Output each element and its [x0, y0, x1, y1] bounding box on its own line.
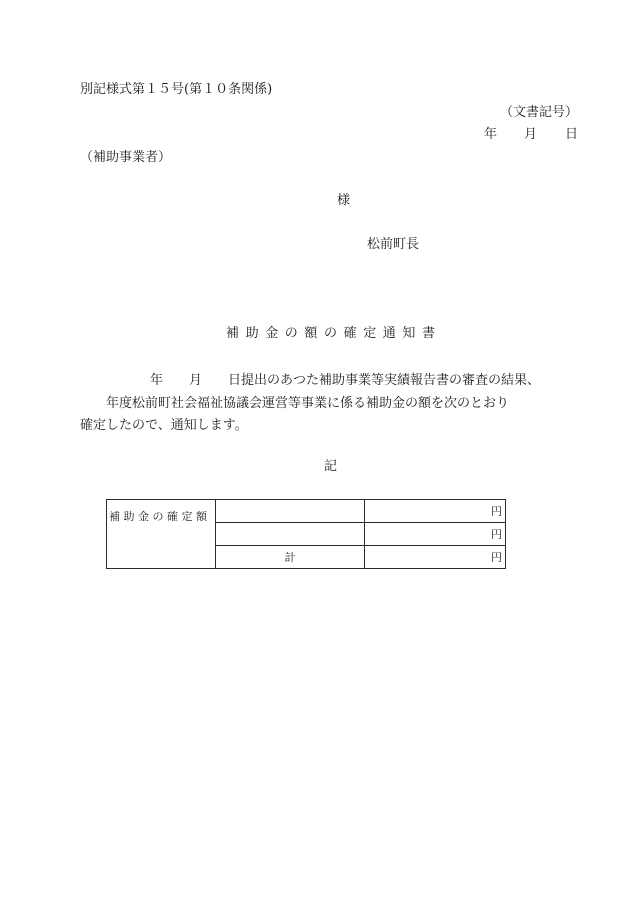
body-line-1: 年 月 日提出のあつた補助事業等実績報告書の審査の結果、 — [150, 373, 541, 388]
amount-label: 補助金の確定額 — [107, 500, 216, 569]
document-reference: （文書記号） — [499, 105, 578, 120]
date-month: 月 — [523, 127, 537, 142]
ki-heading: 記 — [324, 459, 338, 474]
total-label: 計 — [216, 546, 365, 569]
honorific: 様 — [337, 193, 351, 208]
issuer: 松前町長 — [367, 237, 420, 252]
body-text — [80, 370, 580, 438]
document-title: 補助金の額の確定通知書 — [226, 326, 442, 341]
yen-unit: 円 — [365, 546, 506, 569]
table-row — [107, 500, 506, 523]
table-cell — [216, 500, 365, 523]
amount-table — [106, 499, 506, 569]
body-line-3: 確定したので、通知します。 — [80, 418, 248, 433]
yen-unit: 円 — [365, 523, 506, 546]
date-line — [484, 128, 578, 141]
body-line-2: 年度松前町社会福祉協議会運営等事業に係る補助金の額を次のとおり — [106, 395, 510, 411]
recipient: （補助事業者） — [80, 150, 172, 165]
table-cell — [216, 523, 365, 546]
date-day: 日 — [564, 127, 578, 142]
date-year: 年 — [483, 127, 497, 142]
yen-unit: 円 — [365, 500, 506, 523]
form-reference: 別記様式第１５号(第１０条関係) — [80, 82, 273, 97]
